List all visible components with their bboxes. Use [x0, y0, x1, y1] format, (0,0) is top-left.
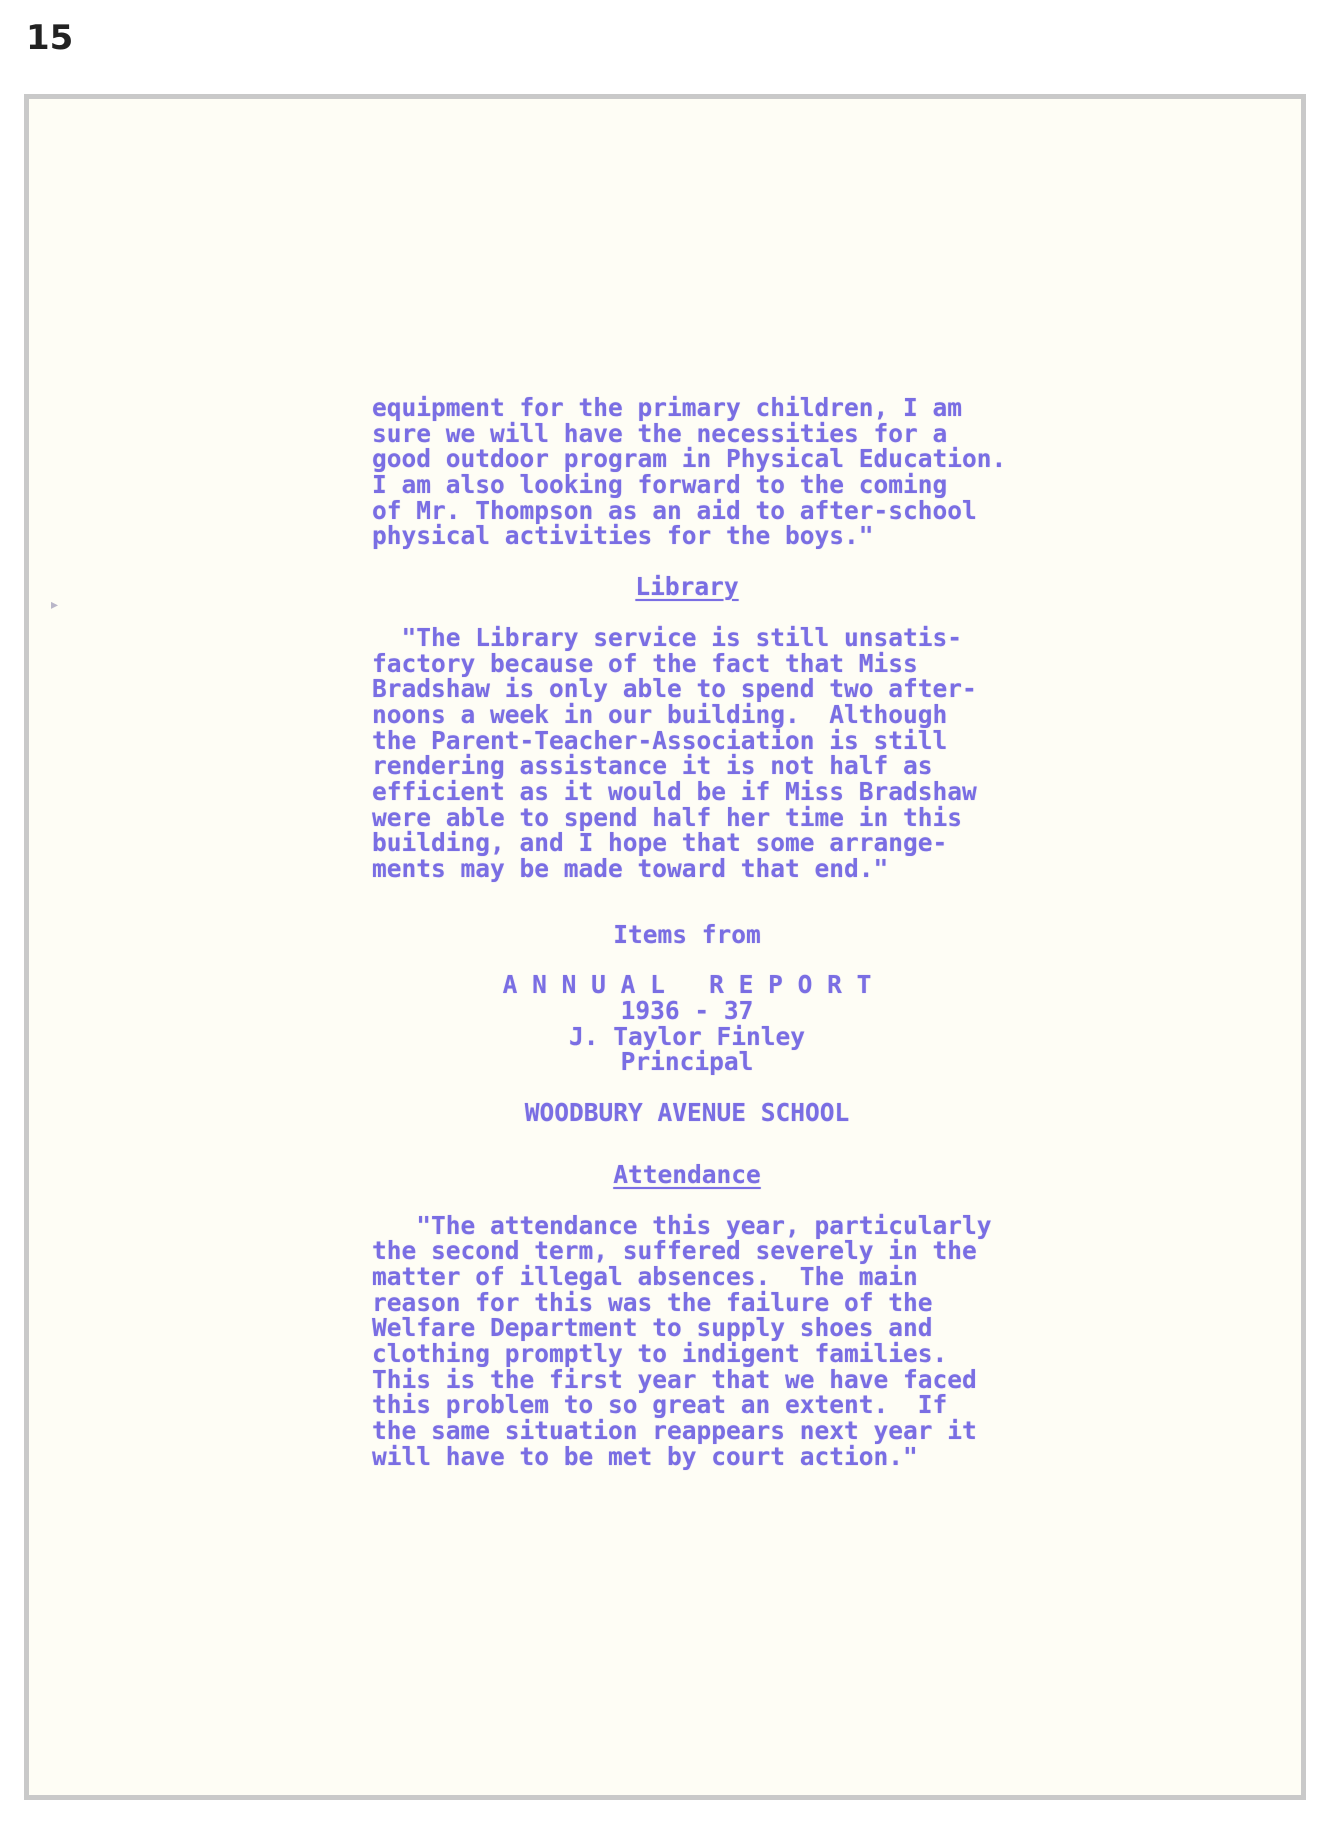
- text-line: Welfare Department to supply shoes and: [372, 1313, 933, 1343]
- typed-text-body: [372, 395, 1092, 1469]
- text-line: physical activities for the boys.": [372, 521, 874, 551]
- text-line: reason for this was the failure of the: [372, 1287, 933, 1317]
- margin-mark: ▸: [51, 597, 59, 613]
- text-line: factory because of the fact that Miss: [372, 648, 918, 678]
- annual-report-title: A N N U A L R E P O R T: [502, 970, 872, 1000]
- report-header: [372, 919, 1092, 1128]
- author-role: Principal: [620, 1047, 754, 1077]
- attendance-heading: Attendance: [613, 1159, 761, 1189]
- document-sheet: [24, 94, 1306, 1800]
- text-line: the Parent-Teacher-Association is still: [372, 725, 948, 755]
- report-author: J. Taylor Finley: [568, 1021, 805, 1051]
- library-heading: Library: [635, 572, 739, 602]
- text-line: of Mr. Thompson as an aid to after-school: [372, 495, 977, 525]
- text-line: This is the first year that we have faced: [372, 1364, 977, 1394]
- report-years: 1936 - 37: [620, 996, 754, 1026]
- library-paragraph: [372, 622, 1092, 883]
- text-line: ments may be made toward that end.": [372, 854, 889, 883]
- text-line: will have to be met by court action.": [372, 1441, 918, 1471]
- text-line: efficient as it would be if Miss Bradshaw: [372, 776, 977, 806]
- text-line: equipment for the primary children, I am: [372, 393, 963, 422]
- continued-paragraph: [372, 395, 1092, 549]
- text-line: clothing promptly to indigent families.: [372, 1338, 948, 1368]
- text-line: matter of illegal absences. The main: [372, 1261, 918, 1291]
- text-line: Bradshaw is only able to spend two after-: [372, 674, 977, 704]
- text-line: noons a week in our building. Although: [372, 699, 948, 729]
- text-line: good outdoor program in Physical Education.: [372, 444, 1007, 474]
- text-line: sure we will have the necessities for a: [372, 418, 948, 448]
- text-line: the same situation reappears next year it: [372, 1416, 977, 1445]
- items-from-label: Items from: [613, 919, 761, 949]
- text-line: "The attendance this year, particularly: [372, 1210, 992, 1240]
- attendance-paragraph: [372, 1210, 1092, 1471]
- page-number: 15: [26, 18, 74, 58]
- text-line: rendering assistance it is not half as: [372, 751, 933, 781]
- text-line: I am also looking forward to the coming: [372, 470, 948, 500]
- text-line: building, and I hope that some arrange-: [372, 828, 948, 858]
- text-line: the second term, suffered severely in the: [372, 1236, 977, 1266]
- text-line: "The Library service is still unsatis-: [372, 622, 963, 652]
- school-name: WOODBURY AVENUE SCHOOL: [524, 1098, 850, 1128]
- text-line: this problem to so great an extent. If: [372, 1390, 948, 1420]
- text-line: were able to spend half her time in this: [372, 802, 963, 832]
